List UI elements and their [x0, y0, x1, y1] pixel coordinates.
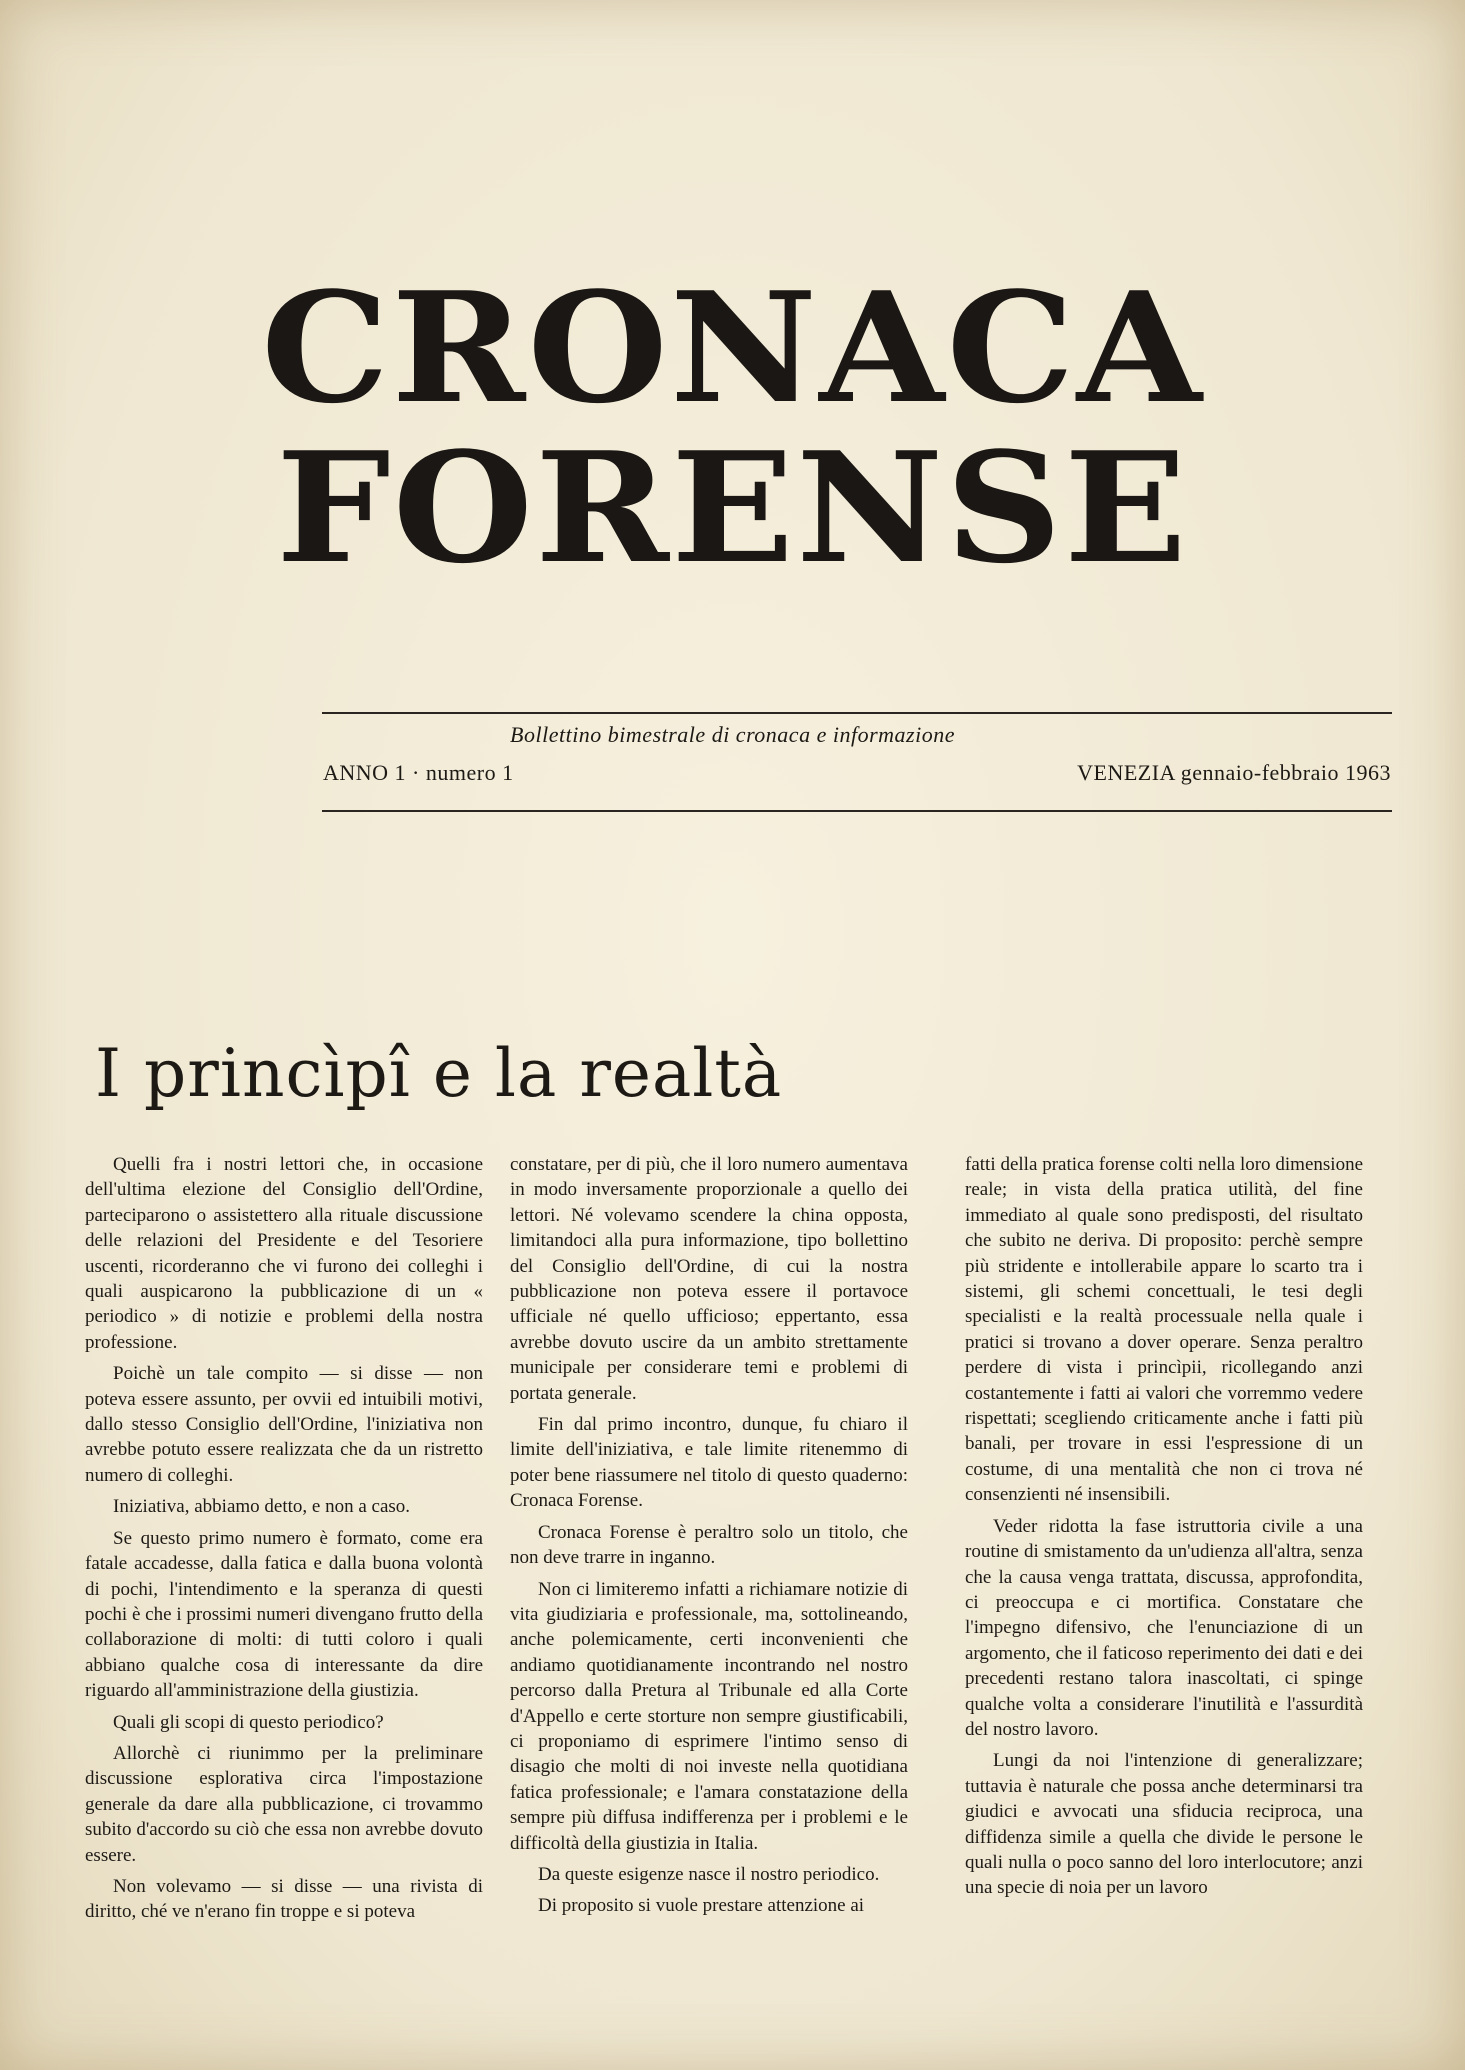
- paragraph: Non volevamo — si disse — una rivista di diritto, ché ve n'erano fin troppe e si poteva: [85, 1875, 483, 1923]
- issue-number: ANNO 1 · numero 1: [323, 760, 514, 785]
- paragraph: Cronaca Forense è peraltro solo un titolo, che non deve trarre in inganno.: [510, 1521, 908, 1569]
- paragraph: fatti della pratica forense colti nella loro dimensione reale; in vista della pratica utilità, del fine immediato al quale sono predisposti, del risultato che subito ne deriva. Di proposito: perchè sempre più stridente e intollerabile appare lo scarto tra i sistemi, gli schemi concettuali, le tesi degli specialisti e la realtà processuale nella quale i pratici si trovano a dover operare. Senza peraltro perdere di vista i princìpii, ricollegando anzi costantemente i fatti ai valori che vorremmo vedere rispettati; scegliendo criticamente anche i fatti più banali, per trovare in essi l'espressione di un costume, di una mentalità che non ci trova né consenzienti né insensibili.: [965, 1154, 1363, 1506]
- article-column-3: [965, 1152, 1363, 1901]
- masthead: [0, 258, 1465, 597]
- paragraph: Se questo primo numero è formato, come era fatale accadesse, dalla fatica e dalla buona volontà di pochi, l'intendimento e la speranza di questi pochi è che i prossimi numeri divengano frutto della collaborazione di molti: di tutti coloro i quali abbiano qualche cosa di interessante da dire riguardo all'amministrazione della giustizia.: [85, 1527, 483, 1702]
- masthead-line-2: FORENSE: [276, 418, 1189, 597]
- bottom-rule: [322, 810, 1392, 812]
- top-rule: [322, 712, 1392, 714]
- article-column-1: [85, 1152, 483, 1925]
- subtitle: Bollettino bimestrale di cronaca e informazione: [510, 722, 955, 747]
- paragraph: Quali gli scopi di questo periodico?: [113, 1711, 384, 1733]
- paragraph: Di proposito si vuole prestare attenzione ai: [538, 1895, 865, 1917]
- paragraph: Lungi da noi l'intenzione di generalizzare; tuttavia è naturale che possa anche determinarsi tra giudici e avvocati una sfiducia reciproca, una diffidenza simile a quella che divide le persone le quali nulla o poco sanno del loro interlocutore; anzi una specie di noia per un lavoro: [965, 1750, 1363, 1899]
- article-column-2: [510, 1152, 908, 1919]
- paragraph: Fin dal primo incontro, dunque, fu chiaro il limite dell'iniziativa, e tale limite ritenemmo di poter bene riassumere nel titolo di questo quaderno: Cronaca Forense.: [510, 1414, 908, 1512]
- paragraph: Da queste esigenze nasce il nostro periodico.: [538, 1863, 880, 1885]
- paragraph: constatare, per di più, che il loro numero aumentava in modo inversamente proporzionale a quello dei lettori. Né volevamo scendere la china opposta, limitandoci alla pura informazione, tipo bollettino del Consiglio dell'Ordine, di cui la nostra pubblicazione non poteva essere il portavoce ufficiale né quello ufficioso; eppertanto, essa avrebbe dovuto uscire da un ambito strettamente municipale per considerare temi e problemi di portata generale.: [510, 1154, 908, 1404]
- paragraph: Iniziativa, abbiamo detto, e non a caso.: [113, 1496, 411, 1518]
- paragraph: Allorchè ci riunimmo per la preliminare discussione esplorativa circa l'impostazione generale da dare alla pubblicazione, ci trovammo subito d'accordo su ciò che essa non avrebbe dovuto essere.: [85, 1742, 483, 1866]
- masthead-line-1: CRONACA: [261, 258, 1204, 437]
- article-title: I princìpî e la realtà: [95, 1035, 783, 1113]
- paragraph: Non ci limiteremo infatti a richiamare notizie di vita giudiziaria e professionale, ma, sottolineando, anche polemicamente, certi inconvenienti che andiamo quotidianamente incontrando nel nostro percorso dalla Pretura al Tribunale ed alla Corte d'Appello e certe storture non sempre giustificabili, ci proponiamo di esprimere l'intimo senso di disagio che molti di noi investe nella quotidiana fatica professionale; e l'amara constatazione della sempre più diffusa indifferenza per i problemi e le difficoltà della giustizia in Italia.: [510, 1578, 908, 1854]
- paragraph: Veder ridotta la fase istruttoria civile a una routine di smistamento da un'udienza all'altra, senza che la causa venga trattata, discussa, approfondita, ci preoccupa e ci mortifica. Constatare che l'impegno difensivo, che l'enunciazione di un argomento, che il faticoso reperimento dei dati e dei precedenti restano talora inascoltati, ci spinge qualche volta a considerare l'inutilità e l'assurdità del nostro lavoro.: [965, 1515, 1363, 1740]
- place-date: VENEZIA gennaio-febbraio 1963: [1077, 760, 1391, 785]
- paragraph: Quelli fra i nostri lettori che, in occasione dell'ultima elezione del Consiglio dell'Ordine, parteciparono o assistettero alla rituale discussione delle relazioni del Presidente e del Tesoriere uscenti, ricorderanno che vi furono dei colleghi i quali auspicarono la pubblicazione di un « periodico » di notizie e problemi della nostra professione.: [85, 1154, 483, 1353]
- paragraph: Poichè un tale compito — si disse — non poteva essere assunto, per ovvii ed intuibili motivi, dallo stesso Consiglio dell'Ordine, l'iniziativa non avrebbe potuto essere realizzata che da un ristretto numero di colleghi.: [85, 1363, 483, 1486]
